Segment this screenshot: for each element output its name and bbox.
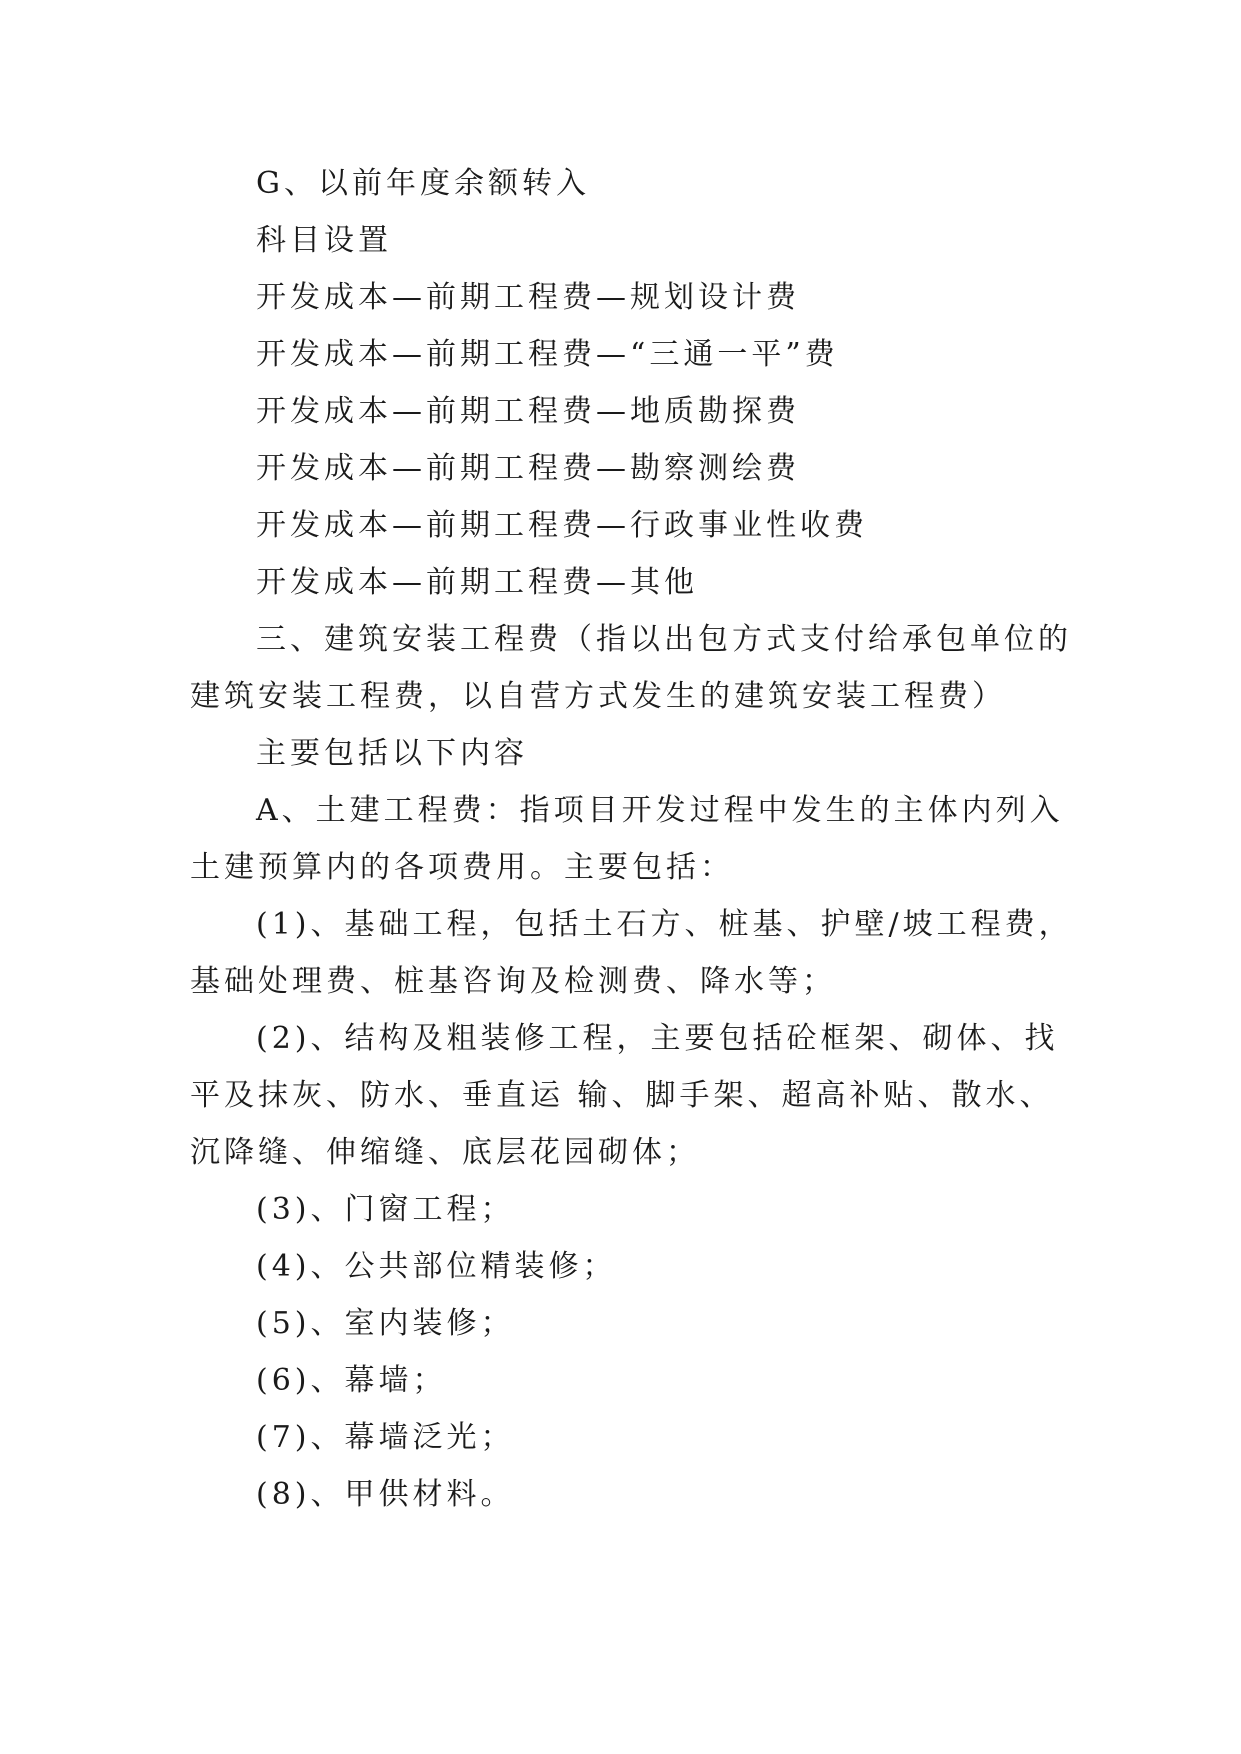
text-line-1: G、以前年度余额转入 (256, 166, 590, 201)
text-line-12: A、土建工程费：指项目开发过程中发生的主体内列入 (256, 793, 1064, 828)
text-line-7: 开发成本—前期工程费—行政事业性收费 (256, 508, 868, 543)
text-line-22: (6)、幕墙； (256, 1363, 447, 1398)
text-line-19: (3)、门窗工程； (256, 1192, 515, 1227)
text-line-24: (8)、甲供材料。 (256, 1477, 515, 1512)
text-line-11: 主要包括以下内容 (256, 736, 528, 771)
text-line-20: (4)、公共部位精装修； (256, 1249, 617, 1284)
text-line-5: 开发成本—前期工程费—地质勘探费 (256, 394, 800, 429)
text-line-17: 平及抹灰、防水、垂直运 输、脚手架、超高补贴、散水、 (190, 1078, 1054, 1113)
text-line-8: 开发成本—前期工程费—其他 (256, 565, 698, 600)
text-line-23: (7)、幕墙泛光； (256, 1420, 515, 1455)
text-line-3: 开发成本—前期工程费—规划设计费 (256, 280, 800, 315)
text-line-10: 建筑安装工程费，以自营方式发生的建筑安装工程费） (190, 679, 1006, 714)
text-line-16: (2)、结构及粗装修工程，主要包括砼框架、砌体、找 (256, 1021, 1059, 1056)
text-line-6: 开发成本—前期工程费—勘察测绘费 (256, 451, 800, 486)
text-line-15: 基础处理费、桩基咨询及检测费、降水等； (190, 964, 836, 999)
text-line-18: 沉降缝、伸缩缝、底层花园砌体； (190, 1135, 700, 1170)
text-line-21: (5)、室内装修； (256, 1306, 515, 1341)
text-line-2: 科目设置 (256, 223, 392, 258)
text-line-13: 土建预算内的各项费用。主要包括： (190, 850, 734, 885)
text-line-4: 开发成本—前期工程费—“三通一平”费 (256, 337, 839, 372)
text-line-14: (1)、基础工程，包括土石方、桩基、护壁/坡工程费， (256, 907, 1073, 942)
text-line-9: 三、建筑安装工程费（指以出包方式支付给承包单位的 (256, 622, 1072, 657)
